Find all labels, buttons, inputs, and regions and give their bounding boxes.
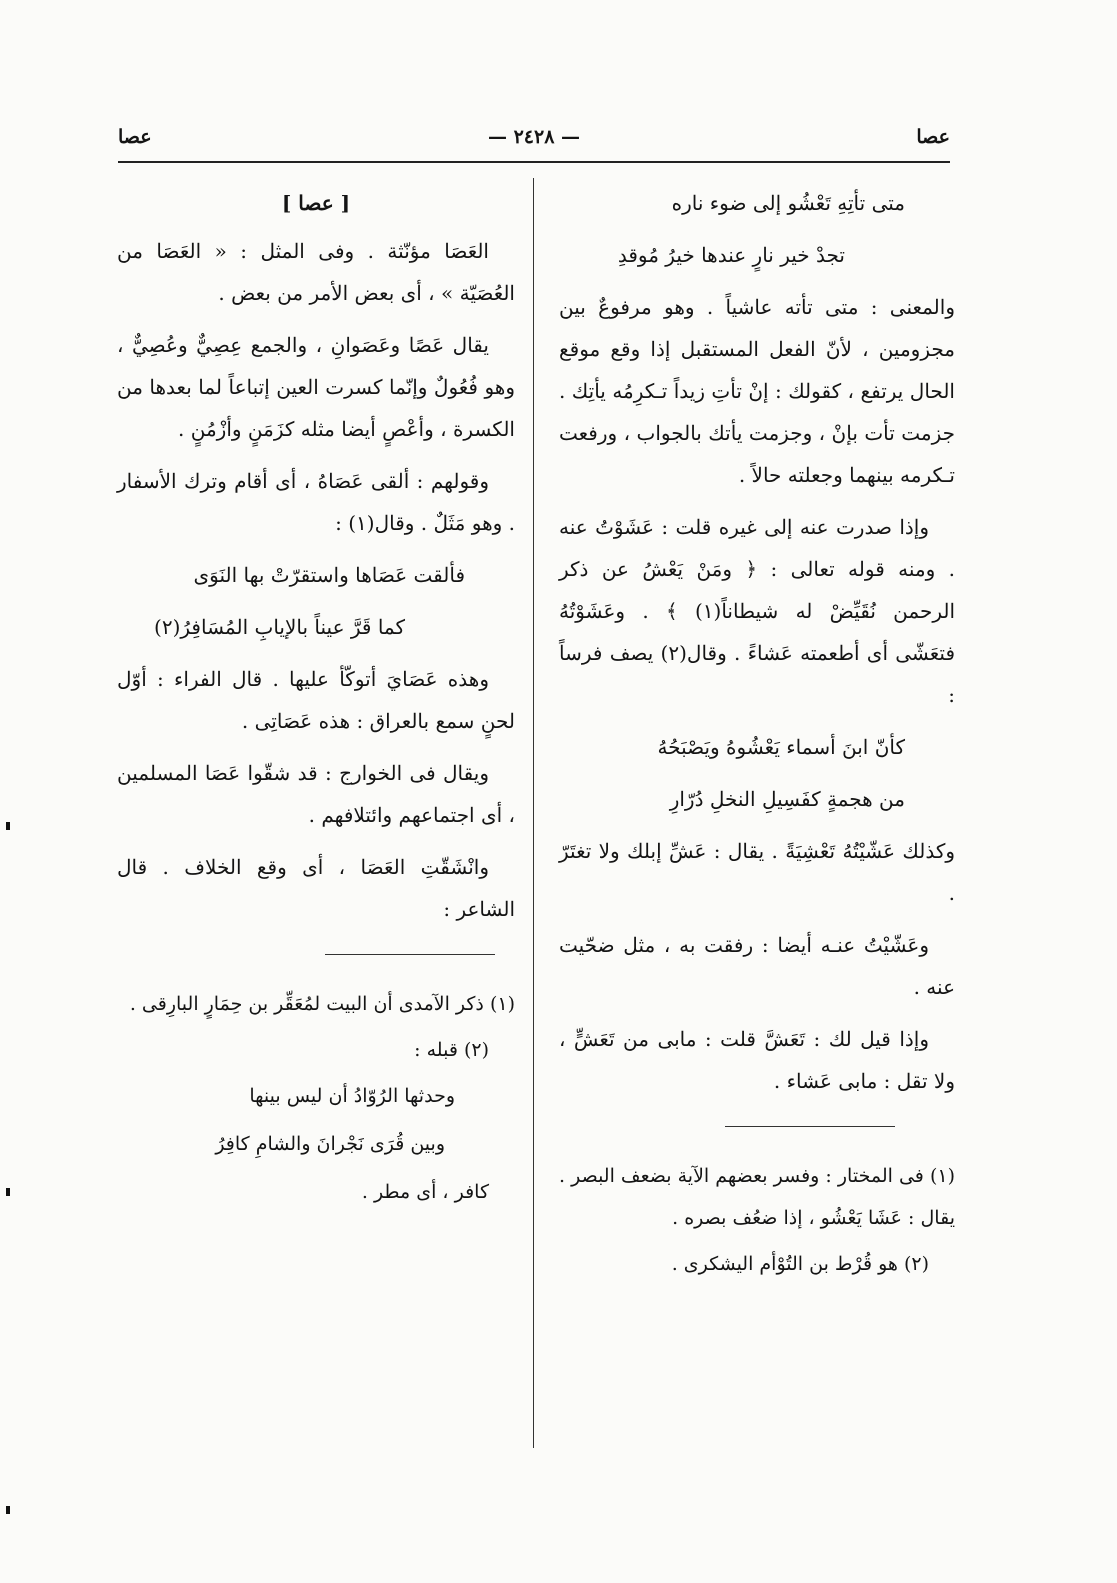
verse-line: كأنّ ابنَ أسماء يَعْشُوهُ ويَصْبَحُهُ (657, 735, 905, 759)
paragraph: يقال عَصًا وعَصَوانِ ، والجمع عِصِيٌّ وعُصِيٌّ ، وهو فُعُولٌ وإنّما كسرت العين إتباعاً لما بعدها من الكسرة ، وأعْصٍ أيضا مثله كزَمَنٍ وأزْمُنٍ . (117, 333, 515, 441)
page-number: — ٢٤٢٨ — (487, 126, 581, 148)
entry-headword: [ عصا ] (281, 191, 351, 215)
guide-word-left: عصا (118, 126, 152, 148)
footnote-rule (325, 954, 495, 955)
running-header (118, 126, 950, 160)
footnote: (١) ذكر الآمدى أن البيت لمُعَقِّر بن حِمَارٍ البارِقى . (129, 993, 515, 1015)
footnote: (٢) هو قُرْط بن التُوْأم اليشكرى . (671, 1253, 929, 1275)
paragraph: وقولهم : ألقى عَصَاهُ ، أى أقام وترك الأسفار . وهو مَثَلٌ . وقال(١) : (117, 469, 515, 535)
paragraph: وإذا صدرت عنه إلى غيره قلت : عَشَوْتُ عنه . ومنه قوله تعالى : ﴿ ومَنْ يَعْشُ عن ذكر الرحمن نُقَيِّضْ له شيطاناً(١) ﴾ . وعَشَوْتُهُ فتعَشّى أى أطعمته عَشاءً . وقال(٢) يصف فرساً : (559, 515, 956, 707)
header-rule (118, 161, 950, 163)
verse-line: كما قَرَّ عيناً بالإيابِ المُسَافِرُ(٢) (154, 615, 405, 639)
scan-mark (6, 1506, 10, 1514)
paragraph: العَصَا مؤنّثة . وفى المثل : « العَصَا من العُصَيّة » ، أى بعض الأمر من بعض . (117, 239, 515, 305)
footnote-verse-line: وبين قُرَى نَجْرانَ والشامِ كافِرُ (215, 1133, 445, 1155)
paragraph: وكذلك عَشّيْتُهُ تَعْشِيَةً . يقال : عَشِّ إبلك ولا تغتَرّ . (559, 839, 955, 905)
footnote: (٢) قبله : (414, 1039, 489, 1061)
verse-line: متى تأتِهِ تَعْشُو إلى ضوء ناره (671, 191, 905, 215)
right-column (559, 182, 955, 1289)
scan-mark (6, 822, 10, 830)
paragraph: وهذه عَصَايَ أتوكّأ عليها . قال الفراء : أوّل لحنٍ سمع بالعراق : هذه عَصَاتِى . (117, 667, 515, 733)
paragraph: وانْشَقّتِ العَصَا ، أى وقع الخلاف . قال الشاعر : (117, 855, 515, 921)
verse-line: تجدْ خير نارٍ عندها خيرُ مُوقدِ (617, 243, 845, 267)
paragraph: والمعنى : متى تأته عاشياً . وهو مرفوعٌ بين مجزومين ، لأنّ الفعل المستقبل إذا وقع موقع الحال يرتفع ، كقولك : إنْ تأتِ زيداً تـكرِمُه يأتِك . جزمت تأت بإنْ ، وجزمت يأتك بالجواب ، ورفعت تـكرمه بينهما وجعلته حالاً . (559, 295, 955, 487)
column-divider (533, 178, 534, 1448)
verse-line: فألقت عَصَاها واستقرّتْ بها النَوَى (193, 563, 465, 587)
scan-mark (6, 1188, 10, 1196)
footnote-verse-line: وحدثها الرُوّادُ أن ليس بينها (249, 1085, 455, 1107)
paragraph: ويقال فى الخوارج : قد شقّوا عَصَا المسلمين ، أى اجتماعهم وائتلافهم . (117, 761, 515, 827)
footnote-rule (725, 1126, 895, 1127)
paragraph: وعَشّيْتُ عنـه أيضا : رفقت به ، مثل ضحّيت عنه . (559, 933, 955, 999)
paragraph: وإذا قيل لك : تَعَشَّ قلت : مابى من تَعَشٍّ ، ولا تقل : مابى عَشاء . (559, 1027, 955, 1093)
left-column (117, 182, 515, 1217)
verse-line: من هجمةٍ كفَسِيلِ النخلِ دُرّارِ (669, 787, 905, 811)
footnote: (١) فى المختار : وفسر بعضهم الآية بضعف البصر . يقال : عَشَا يَعْشُو ، إذا ضعُف بصره . (559, 1165, 955, 1229)
footnote: كافر ، أى مطر . (361, 1181, 489, 1203)
guide-word-right: عصا (916, 126, 950, 148)
